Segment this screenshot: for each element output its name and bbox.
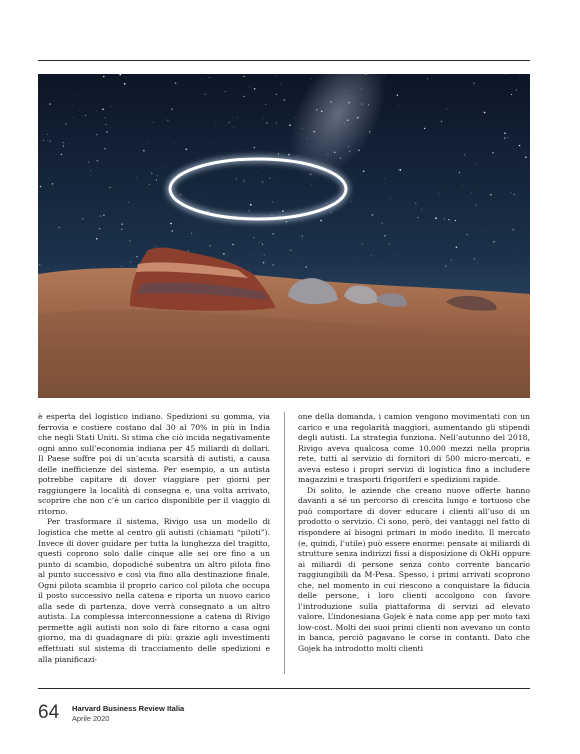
star bbox=[435, 217, 437, 219]
star bbox=[153, 122, 154, 123]
star bbox=[511, 94, 512, 95]
star bbox=[104, 117, 105, 118]
star bbox=[232, 244, 233, 245]
star bbox=[514, 248, 515, 249]
star bbox=[320, 220, 322, 222]
star bbox=[72, 105, 73, 106]
article-body bbox=[38, 412, 530, 674]
star bbox=[307, 138, 308, 139]
star bbox=[215, 123, 216, 124]
star bbox=[208, 197, 209, 198]
star bbox=[338, 149, 339, 150]
star bbox=[121, 229, 122, 230]
star bbox=[316, 109, 318, 111]
star bbox=[484, 112, 486, 114]
star bbox=[464, 154, 465, 155]
star bbox=[262, 181, 264, 183]
star bbox=[288, 154, 290, 156]
left-paragraph-1: è esperta del logistico indiano. Spedizioni su gomma, via ferrovia e costiere costano dal 30 al 70% in più in India che negli Stati Uniti. Si stima che ciò incida negativamente ogni anno sull’economia indiana per 45 miliardi di dollari. Il Paese soffre poi di un’acuta scarsità di autisti, a causa delle inefficienze del sistema. Per esempio, a un autista potrebbe capitare di dover viaggiare per giorni per raggiungere la località di consegna e, una volta arrivato, scoprire che non c’è un carico disponibile per il viaggio di ritorno. bbox=[38, 412, 270, 516]
star bbox=[50, 140, 51, 141]
star bbox=[160, 168, 161, 169]
star bbox=[97, 134, 98, 135]
star bbox=[310, 174, 311, 175]
star bbox=[237, 117, 238, 118]
star bbox=[124, 83, 126, 85]
star bbox=[149, 184, 150, 185]
star bbox=[519, 75, 520, 76]
star bbox=[188, 250, 189, 251]
star bbox=[106, 131, 107, 132]
star bbox=[298, 258, 299, 259]
star bbox=[63, 142, 64, 143]
star bbox=[229, 122, 230, 123]
star bbox=[349, 151, 351, 153]
star bbox=[361, 88, 362, 89]
star bbox=[156, 179, 157, 180]
star bbox=[361, 244, 362, 245]
star bbox=[47, 134, 48, 135]
star bbox=[263, 118, 264, 119]
star bbox=[44, 122, 45, 123]
star bbox=[69, 143, 70, 144]
star bbox=[281, 84, 282, 85]
star bbox=[263, 262, 265, 264]
star bbox=[248, 210, 249, 211]
star bbox=[384, 77, 385, 78]
star bbox=[451, 260, 452, 261]
star bbox=[424, 128, 425, 129]
star bbox=[474, 258, 475, 259]
star bbox=[384, 178, 385, 179]
star bbox=[517, 108, 518, 109]
star bbox=[507, 137, 508, 138]
page-number: 64 bbox=[38, 702, 60, 723]
star bbox=[272, 264, 274, 266]
star bbox=[155, 246, 156, 247]
star bbox=[473, 83, 474, 84]
star bbox=[243, 179, 244, 180]
star bbox=[96, 238, 98, 240]
star bbox=[82, 218, 83, 219]
star bbox=[78, 102, 79, 103]
star bbox=[105, 124, 106, 125]
star bbox=[254, 147, 255, 148]
star bbox=[369, 131, 371, 133]
star bbox=[279, 183, 280, 184]
star bbox=[330, 211, 331, 212]
star bbox=[172, 230, 174, 232]
star bbox=[249, 87, 250, 88]
star bbox=[313, 131, 315, 133]
star bbox=[492, 152, 494, 154]
star bbox=[243, 76, 244, 77]
star bbox=[159, 221, 160, 222]
star bbox=[343, 93, 344, 94]
star bbox=[399, 169, 401, 171]
star bbox=[97, 160, 99, 162]
star bbox=[334, 152, 335, 153]
star bbox=[265, 104, 266, 105]
star bbox=[429, 209, 430, 210]
star bbox=[398, 105, 399, 106]
star bbox=[162, 166, 163, 167]
star bbox=[445, 265, 446, 266]
right-paragraph-1: one della domanda, i camion vengono movimentati con un carico e una regolarità maggiori, aumentando gli stipendi degli autisti. La strategia funziona. Nell’autunno del 2018, Rivigo aveva qualcosa come 10.000 mezzi nella propria rete, tutti al servizio di fornitori di 500 micro-mercati, e aveva esteso i propri servizi di logistica fino a includere magazzini e trasporti frigoriferi e spedizioni rapide. bbox=[298, 412, 530, 485]
star bbox=[512, 229, 514, 231]
star bbox=[272, 201, 273, 202]
star bbox=[365, 74, 366, 75]
star bbox=[90, 170, 91, 171]
star bbox=[61, 154, 62, 155]
star bbox=[493, 241, 494, 242]
star bbox=[199, 173, 200, 174]
star bbox=[73, 117, 74, 118]
star bbox=[446, 108, 447, 109]
right-paragraph-2: Di solito, le aziende che creano nuove offerte hanno davanti a sé un percorso di crescita lungo e tortuoso che può comportare di dover educare i clienti all’uso di un prodotto o servizio. Ci sono, però, dei vantaggi nel fatto di rispondere ai bisogni primari in modo inedito. Il mercato (e, quindi, l’utile) può essere enorme: pensate ai miliardi di strutture senza indirizzi fissi a disposizione di OkHi oppure ai miliardi di persone senza conto corrente bancario raggiungibili da M-Pesa. Spesso, i primi arrivati scoprono che, nel momento in cui riescono a conquistare la fiducia delle persone, i loro clienti accolgono con favore l’introduzione sulla piattaforma di servizi ad elevato valore. L’indonesiana Gojek è nata come app per moto taxi low-cost. Molti dei suoi primi clienti non avevano un conto in banca, perciò pagavano le corse in contanti. Dato che Gojek ha introdotto molti clienti bbox=[298, 485, 530, 654]
star bbox=[441, 121, 443, 123]
star bbox=[52, 183, 53, 184]
star bbox=[136, 256, 137, 257]
star bbox=[205, 94, 206, 95]
star bbox=[58, 227, 60, 229]
star bbox=[136, 176, 137, 177]
star bbox=[427, 78, 428, 79]
star bbox=[47, 140, 48, 141]
star bbox=[368, 104, 369, 105]
bottom-rule bbox=[38, 688, 530, 689]
star bbox=[99, 228, 101, 230]
star bbox=[340, 158, 341, 159]
star bbox=[398, 170, 399, 171]
star bbox=[63, 145, 64, 146]
star bbox=[209, 245, 210, 246]
star bbox=[256, 172, 257, 173]
star bbox=[283, 99, 285, 101]
star bbox=[490, 194, 492, 196]
star bbox=[259, 242, 260, 243]
star bbox=[102, 109, 104, 111]
star bbox=[103, 215, 104, 216]
star bbox=[276, 122, 277, 123]
star bbox=[505, 74, 506, 75]
star bbox=[358, 150, 359, 151]
star bbox=[253, 237, 254, 238]
star bbox=[250, 204, 252, 206]
left-paragraph-2: Per trasformare il sistema, Rivigo usa un modello di logistica che mette al centro gli autisti (chiamati “piloti”). Invece di dover guidare per tutta la lunghezza del tragitto, questi coprono solo dalle cinque alle sei ore fino a un punto di scambio, dopodiché subentra un altro pilota fino al punto successivo e così via fino alla destinazione finale. Ogni pilota scambia il proprio carico col pilota che occupa il posto successivo nella catena e riporta un nuovo carico alla sede di partenza, dove verrà consegnato a un altro autista. La complessa interconnessione a catena di Rivigo permette agli autisti non solo di fare ritorno a casa ogni giorno, ma di guadagnare di più: grazie agli investimenti effettuati sul sistema di tracciamento delle spedizioni e alla pianificazi- bbox=[38, 517, 270, 664]
star bbox=[519, 145, 520, 146]
star bbox=[330, 101, 331, 102]
star bbox=[75, 95, 76, 96]
star bbox=[182, 98, 183, 99]
star bbox=[514, 194, 515, 195]
star bbox=[249, 253, 250, 254]
star bbox=[415, 203, 416, 204]
issue-date: Aprile 2020 bbox=[72, 714, 110, 723]
star bbox=[209, 77, 210, 78]
star bbox=[471, 99, 472, 100]
night-desert-ring-photo bbox=[38, 74, 530, 398]
star bbox=[96, 111, 97, 112]
star bbox=[516, 129, 517, 130]
star bbox=[275, 75, 276, 76]
star bbox=[363, 170, 365, 172]
star bbox=[211, 142, 212, 143]
star bbox=[302, 238, 303, 239]
star bbox=[286, 221, 287, 222]
star bbox=[236, 178, 237, 179]
star bbox=[174, 188, 175, 189]
star bbox=[444, 218, 445, 219]
star bbox=[485, 221, 486, 222]
star bbox=[143, 150, 144, 151]
star bbox=[233, 126, 234, 127]
star bbox=[110, 187, 111, 188]
star bbox=[157, 175, 158, 176]
star bbox=[43, 140, 44, 141]
star bbox=[417, 217, 418, 218]
star bbox=[129, 240, 130, 241]
star bbox=[504, 138, 505, 139]
star bbox=[282, 210, 284, 212]
star bbox=[354, 257, 355, 258]
star bbox=[459, 172, 461, 174]
star bbox=[347, 119, 348, 120]
star bbox=[167, 119, 168, 120]
star bbox=[39, 264, 40, 265]
star bbox=[328, 154, 329, 155]
star bbox=[390, 198, 391, 199]
star bbox=[388, 244, 389, 245]
star bbox=[471, 192, 472, 193]
star bbox=[438, 193, 439, 194]
star bbox=[321, 111, 322, 112]
star bbox=[289, 124, 291, 126]
star bbox=[111, 106, 112, 107]
star bbox=[397, 94, 398, 95]
star bbox=[191, 233, 192, 234]
star bbox=[484, 230, 485, 231]
star bbox=[294, 117, 295, 118]
star bbox=[382, 223, 383, 224]
star bbox=[462, 185, 463, 186]
star bbox=[276, 94, 277, 95]
star bbox=[326, 160, 327, 161]
star bbox=[290, 250, 292, 252]
star bbox=[384, 235, 386, 237]
star bbox=[170, 223, 172, 225]
star bbox=[348, 102, 350, 104]
top-rule bbox=[38, 60, 530, 61]
star bbox=[151, 172, 153, 174]
star bbox=[40, 186, 41, 187]
star bbox=[147, 142, 148, 143]
publication-name: Harvard Business Review Italia bbox=[72, 704, 185, 713]
star bbox=[302, 235, 304, 237]
star bbox=[433, 154, 434, 155]
star bbox=[244, 96, 245, 97]
star bbox=[302, 128, 303, 129]
star bbox=[254, 88, 256, 90]
star bbox=[244, 181, 245, 182]
star bbox=[269, 178, 270, 179]
star bbox=[371, 255, 372, 256]
star bbox=[348, 146, 349, 147]
star bbox=[372, 214, 374, 216]
star bbox=[130, 262, 131, 263]
star bbox=[175, 82, 176, 83]
star bbox=[223, 253, 224, 254]
star bbox=[312, 184, 313, 185]
star bbox=[511, 192, 512, 193]
star bbox=[504, 132, 506, 134]
star bbox=[121, 266, 122, 267]
star bbox=[273, 233, 274, 234]
star bbox=[455, 220, 456, 221]
star bbox=[180, 194, 181, 195]
star bbox=[505, 221, 506, 222]
star bbox=[173, 142, 174, 143]
column-divider bbox=[284, 412, 285, 674]
star bbox=[421, 209, 422, 210]
star bbox=[357, 117, 359, 119]
star bbox=[363, 243, 364, 244]
star bbox=[104, 148, 106, 150]
star bbox=[326, 202, 327, 203]
star bbox=[121, 81, 122, 82]
star bbox=[344, 123, 345, 124]
right-column bbox=[298, 412, 530, 655]
star bbox=[121, 223, 122, 224]
star bbox=[114, 190, 115, 191]
star bbox=[76, 246, 77, 247]
star bbox=[278, 153, 279, 154]
star bbox=[525, 156, 527, 158]
star bbox=[266, 122, 268, 124]
star bbox=[224, 91, 225, 92]
star bbox=[467, 234, 468, 235]
star bbox=[128, 202, 129, 203]
star bbox=[478, 185, 479, 186]
star bbox=[516, 89, 518, 91]
star bbox=[306, 266, 307, 267]
star bbox=[345, 90, 346, 91]
star bbox=[475, 141, 476, 142]
star bbox=[476, 205, 477, 206]
star bbox=[93, 138, 94, 139]
article-photo bbox=[38, 74, 530, 398]
star bbox=[475, 164, 476, 165]
star bbox=[85, 115, 87, 117]
star bbox=[88, 162, 89, 163]
star bbox=[351, 201, 352, 202]
star bbox=[310, 78, 311, 79]
star bbox=[262, 243, 263, 244]
star bbox=[185, 148, 187, 150]
star bbox=[518, 265, 519, 266]
star bbox=[427, 100, 428, 101]
star bbox=[448, 219, 449, 220]
star bbox=[103, 76, 104, 77]
star bbox=[298, 156, 299, 157]
star bbox=[264, 254, 265, 255]
star bbox=[100, 215, 102, 217]
star bbox=[456, 247, 458, 249]
star bbox=[362, 103, 363, 104]
star bbox=[49, 103, 50, 104]
star bbox=[65, 124, 66, 125]
left-column bbox=[38, 412, 270, 665]
star bbox=[367, 74, 368, 75]
star bbox=[171, 108, 173, 110]
